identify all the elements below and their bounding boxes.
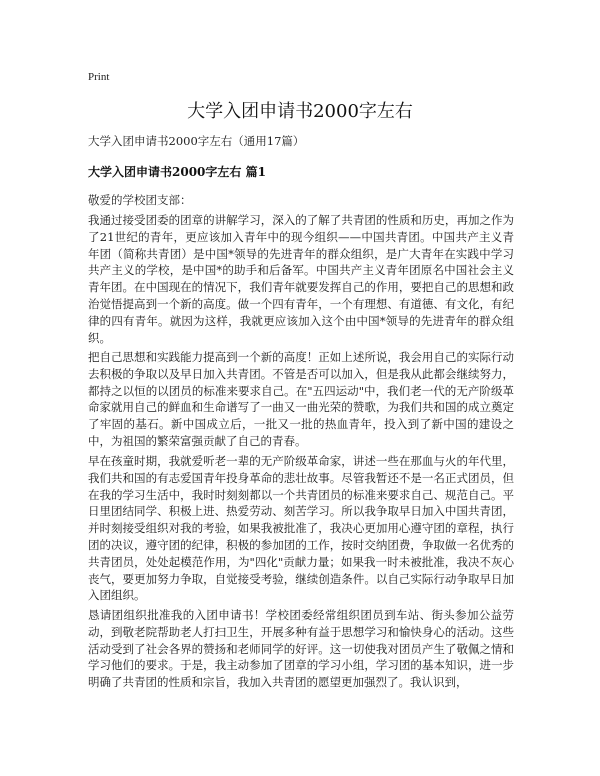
salutation: 敬爱的学校团支部： [88, 193, 192, 207]
paragraph: 早在孩童时期，我就爱听老一辈的无产阶级革命家，讲述一些在那血与火的年代里，我们共和国的有志爱国青年投身革命的悲壮故事。尽管我暂还不是一名正式团员，但在我的学习生活中，我时时刻刻都以一个共青团员的标准来要求自己、规范自己。平日里团结同学、积极上进、热爱劳动、刻苦学习。所以我争取早日加入中国共青团，并时刻接受组织对我的考验，如果我被批准了，我决心更加用心遵守团的章程，执行团的决议，遵守团的纪律，积极的参加团的工作，按时交纳团费，争取做一名优秀的共青团员，处处起模范作用，为"四化"贡献力量；如果我一时未被批准，我决不灰心丧气，要更加努力争取，自觉接受考验，继续创造条件。以自己实际行动争取早日加入团组织。 [88, 454, 514, 603]
paragraph: 我通过接受团委的团章的讲解学习，深入的了解了共青团的性质和历史，再加之作为了21世纪的青年，更应该加入青年中的现今组织——中国共青团。中国共产主义青年团（简称共青团）是中国*领导的先进青年的群众组织，是广大青年在实践中学习共产主义的学校，是中国*的助手和后备军。中国共产主义青年团原名中国社会主义青年团。在中国现在的情况下，我们青年就要发挥自己的作用，要把自己的思想和政治觉悟提高到一个新的高度。做一个四有青年，一个有理想、有道德、有文化，有纪律的四有青年。就因为这样，我就更应该加入这个由中国*领导的先进青年的群众组织。 [88, 213, 514, 345]
page-title: 大学入团申请书2000字左右 [187, 101, 413, 122]
paragraph: 恳请团组织批准我的入团申请书！学校团委经常组织团员到车站、街头参加公益劳动，到敬老院帮助老人打扫卫生，开展多种有益于思想学习和愉快身心的活动。这些活动受到了社会各界的赞扬和老师同学的好评。这一切使我对团员产生了敬佩之情和学习他们的要求。于是，我主动参加了团章的学习小组，学习团的基本知识，进一步明确了共青团的性质和宗旨，我加入共青团的愿望更加强烈了。我认识到， [88, 608, 514, 690]
section-heading: 大学入团申请书2000字左右 篇1 [88, 165, 266, 179]
print-label[interactable]: Print [88, 71, 110, 83]
page-subtitle: 大学入团申请书2000字左右（通用17篇） [88, 134, 305, 148]
paragraph: 把自己思想和实践能力提高到一个新的高度！正如上述所说，我会用自己的实际行动去积极的争取以及早日加入共青团。不管是否可以加入，但是我从此都会继续努力，都持之以恒的以团员的标准来要求自己。在"五四运动"中，我们老一代的无产阶级革命家就用自己的鲜血和生命谱写了一曲又一曲光荣的赞歌，为我们共和国的成立奠定了牢固的基石。新中国成立后，一批又一批的热血青年，投入到了新中国的建设之中，为祖国的繁荣富强贡献了自己的青春。 [88, 350, 514, 448]
